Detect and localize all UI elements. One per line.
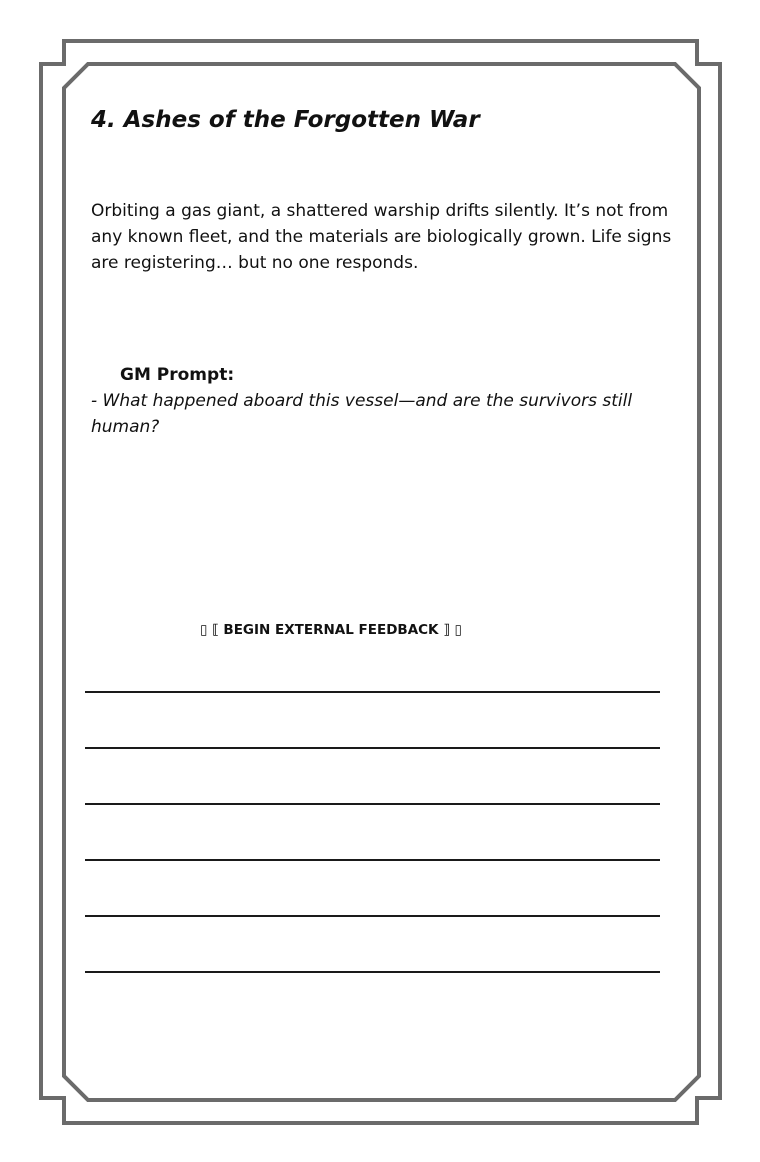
writing-line	[85, 915, 660, 917]
writing-line	[85, 971, 660, 973]
feedback-marker: ▯ ⟦ BEGIN EXTERNAL FEEDBACK ⟧ ▯	[200, 622, 462, 638]
writing-line	[85, 691, 660, 693]
writing-lines	[85, 0, 660, 1162]
writing-line	[85, 747, 660, 749]
card-title: 4. Ashes of the Forgotten War	[91, 107, 480, 133]
gm-prompt-heading: GM Prompt:	[120, 365, 235, 385]
writing-line	[85, 859, 660, 861]
scenario-description: Orbiting a gas giant, a shattered warship drifts silently. It’s not from any known fleet, and the materials are biologically grown. Life signs are registering… but no one responds.	[91, 201, 672, 273]
gm-prompt-question: - What happened aboard this vessel—and are the survivors still human?	[91, 391, 633, 437]
writing-line	[85, 803, 660, 805]
